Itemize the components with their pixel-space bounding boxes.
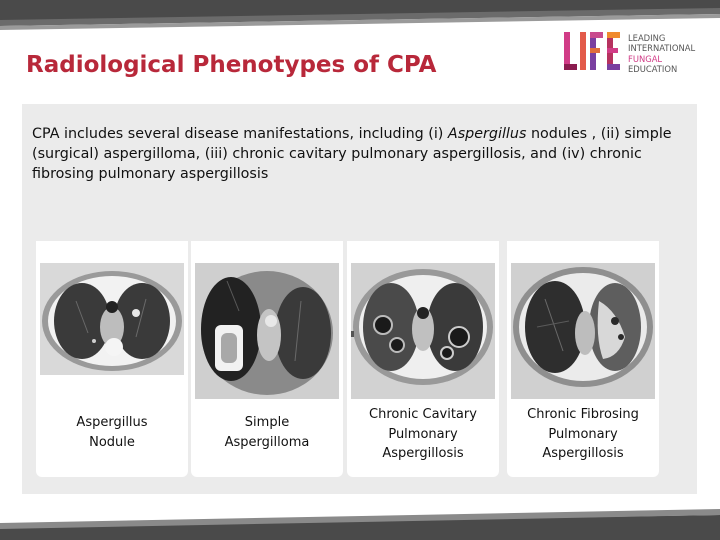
caption-line-1: Chronic Fibrosing [527, 407, 639, 422]
caption-aspergilloma [191, 413, 343, 452]
phenotype-card-cavitary [347, 241, 499, 477]
logo-line-2: INTERNATIONAL [628, 43, 696, 54]
caption-line-3: Aspergillosis [382, 446, 464, 461]
logo-line-3: FUNGAL [628, 53, 663, 64]
caption-nodule [36, 413, 188, 452]
ct-image-nodule [36, 241, 188, 401]
ct-image-cavitary [347, 241, 499, 401]
caption-line-2: Nodule [89, 434, 135, 450]
life-logo [562, 28, 704, 80]
phenotype-card-nodule [36, 241, 188, 477]
caption-line-3: Aspergillosis [542, 446, 624, 461]
ct-image-aspergilloma [191, 241, 343, 401]
caption-line-2: Pulmonary [388, 426, 458, 442]
intro-paragraph [32, 124, 672, 184]
caption-fibrosing [507, 405, 659, 464]
caption-line-1: Simple [244, 415, 290, 430]
intro-text-1: CPA includes several disease manifestations, including (i) [32, 126, 448, 142]
intro-text-2: nodules , (ii) simple (surgical) aspergilloma, (iii) chronic cavitary pulmonary aspergillosis, and (iv) chronic fibrosing pulmonary aspergillosis [32, 126, 672, 182]
caption-cavitary [347, 405, 499, 464]
caption-line-2: Pulmonary [548, 426, 618, 442]
logo-wordmark [628, 33, 695, 75]
ct-image-fibrosing [507, 241, 659, 401]
caption-line-1: Chronic Cavitary [369, 407, 477, 422]
caption-line-2: Aspergilloma [224, 434, 310, 450]
caption-line-1: Aspergillus [76, 415, 148, 430]
intro-text-italic: Aspergillus [447, 126, 527, 142]
logo-line-4: EDUCATION [628, 64, 678, 75]
phenotype-card-aspergilloma [191, 241, 343, 477]
life-logo-mark [562, 28, 624, 74]
bottom-decorative-band [0, 505, 720, 540]
logo-line-1: LEADING [628, 33, 666, 43]
phenotype-card-fibrosing [507, 241, 659, 477]
slide-title: Radiological Phenotypes of CPA [26, 52, 437, 78]
